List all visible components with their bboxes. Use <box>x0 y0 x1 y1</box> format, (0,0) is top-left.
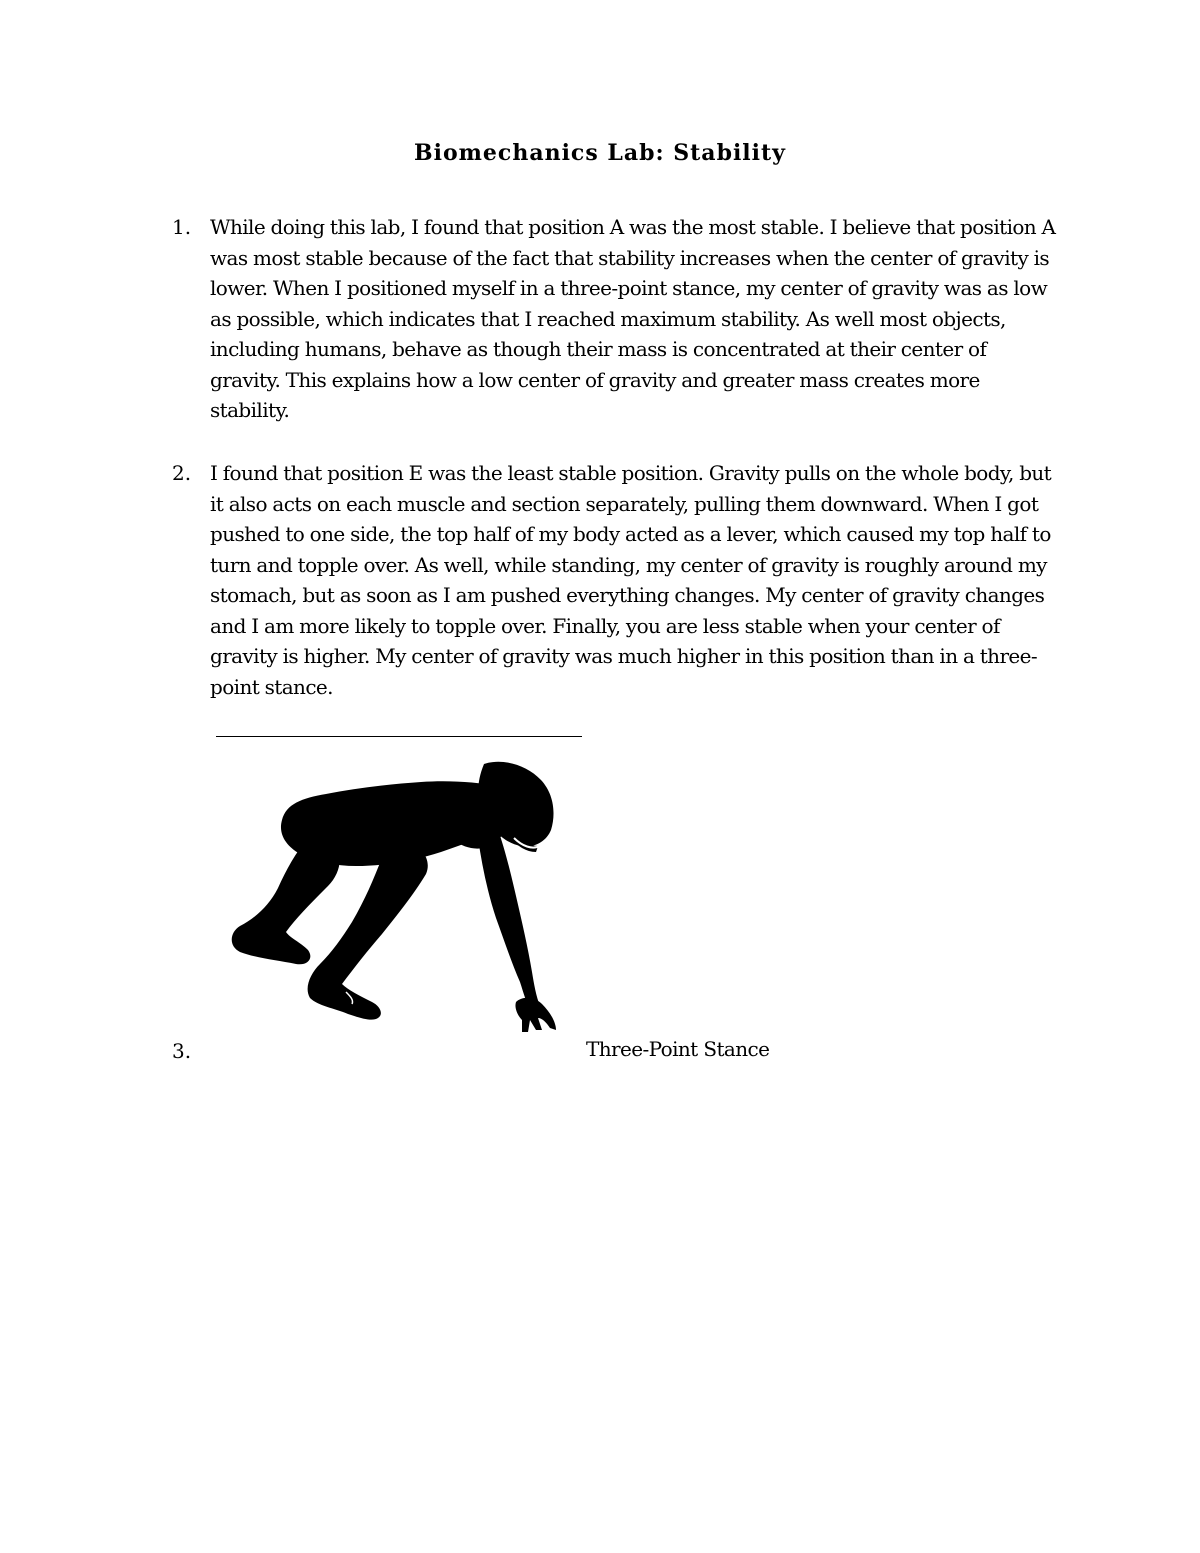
list-item-number: 1. <box>172 215 192 239</box>
list-item-number: 2. <box>172 461 192 485</box>
list-item-text: While doing this lab, I found that position A was the most stable. I believe that position A was most stable because of the fact that stability increases when the center of gravity is lower. When I positioned myself in a three-point stance, my center of gravity was as low as possible, which indicates that I reached maximum stability. As well most objects, including humans, behave as though their mass is concentrated at their center of gravity. This explains how a low center of gravity and greater mass creates more stability. <box>210 215 1056 422</box>
football-player-silhouette-icon <box>216 742 586 1060</box>
figure-caption: Three-Point Stance <box>586 1037 770 1061</box>
document-title: Biomechanics Lab: Stability <box>414 140 786 166</box>
list-item-number: 3. <box>172 1039 192 1063</box>
horizontal-rule <box>216 736 582 737</box>
football-player-silhouette-image <box>216 742 586 1060</box>
list-item-text: I found that position E was the least stable position. Gravity pulls on the whole body, but it also acts on each muscle and section separately, pulling them downward. When I got pushed to one side, the top half of my body acted as a lever, which caused my top half to turn and topple over. As well, while standing, my center of gravity is roughly around my stomach, but as soon as I am pushed everything changes. My center of gravity changes and I am more likely to topple over. Finally, you are less stable when your center of gravity is higher. My center of gravity was much higher in this position than in a three-point stance. <box>210 461 1052 699</box>
